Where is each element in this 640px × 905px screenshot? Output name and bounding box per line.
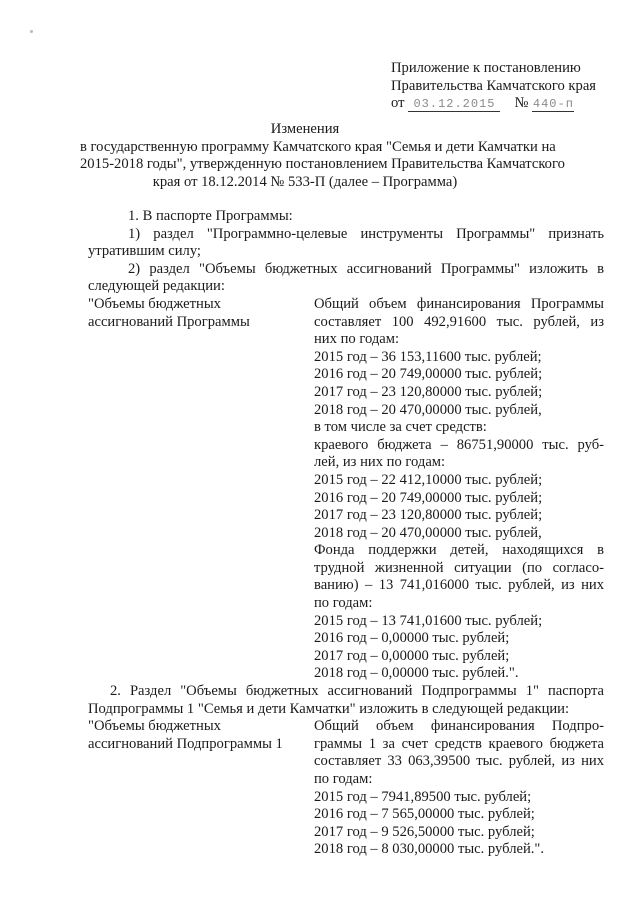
table-value-line: 2018 год – 20 470,00000 тыс. рублей, [314, 401, 542, 418]
table-value-line: 2016 год – 0,00000 тыс. рублей; [314, 630, 510, 647]
document-title [80, 121, 565, 191]
table-value-line: Общий объем финансирования Подпро- [314, 718, 604, 735]
approval-stamp [391, 60, 631, 113]
table-value-line: 2015 год – 36 153,11600 тыс. рублей; [314, 348, 542, 365]
table-value-line: 2017 год – 0,00000 тыс. рублей; [314, 647, 510, 664]
table-value-line: 2017 год – 23 120,80000 тыс. рублей; [314, 383, 543, 400]
table-value-line: Общий объем финансирования Программы [314, 295, 604, 312]
table-value-line: 2016 год – 20 749,00000 тыс. рублей; [314, 366, 543, 383]
table-value-line: по годам: [314, 595, 373, 612]
table-value-line: по годам: [314, 771, 373, 787]
stamp-from-label: от [391, 95, 405, 112]
stamp-line-2: Правительства Камчатского края [391, 77, 597, 94]
table-value-line: краевого бюджета – 86751,90000 тыс. руб- [314, 436, 604, 453]
section-2-line-1: 2. Раздел "Объемы бюджетных ассигнований Подпрограммы 1" паспорта [110, 683, 604, 700]
table-value-line: составляет 100 492,91600 тыс. рублей, из [314, 313, 604, 330]
subprogram-funding-value [314, 718, 604, 859]
table-value-line: в том числе за счет средств: [314, 419, 487, 436]
title-line-3: 2015-2018 годы", утвержденную постановлением Правительства Камчатского [80, 156, 565, 173]
section-1-item-2-line-2: следующей редакции: [88, 278, 225, 295]
table-value-line: трудной жизненной ситуации (по согласо- [314, 559, 604, 576]
table-value-line: 2015 год – 13 741,01600 тыс. рублей; [314, 612, 543, 629]
program-funding-label [88, 296, 314, 683]
title-line-2: в государственную программу Камчатского края "Семья и дети Камчатки на [80, 138, 556, 155]
document-body [88, 208, 604, 859]
section-1-item-1-line-1: 1) раздел "Программно-целевые инструменты Программы" признать [128, 225, 604, 242]
table-value-line: Фонда поддержки детей, находящихся в [314, 542, 604, 559]
title-line-1: Изменения [270, 121, 340, 137]
table-value-line: 2015 год – 22 412,10000 тыс. рублей; [314, 471, 543, 488]
stamp-date-value: 03.12.2015 [408, 96, 500, 112]
stamp-date-line [391, 95, 631, 113]
section-2-line-2: Подпрограммы 1 "Семья и дети Камчатки" изложить в следующей редакции: [88, 700, 570, 717]
table-value-line: 2016 год – 20 749,00000 тыс. рублей; [314, 489, 543, 506]
table-value-line: 2015 год – 7941,89500 тыс. рублей; [314, 788, 532, 805]
subprogram-funding-table [88, 718, 604, 859]
table-value-line: 2018 год – 0,00000 тыс. рублей.". [314, 665, 519, 682]
subprogram-funding-label [88, 718, 314, 859]
section-1-item-1-line-2: утратившим силу; [88, 243, 201, 260]
scan-speck [30, 30, 33, 33]
table-value-line: 2017 год – 23 120,80000 тыс. рублей; [314, 507, 543, 524]
section-1-heading: 1. В паспорте Программы: [128, 208, 293, 224]
section-1-item-2-line-1: 2) раздел "Объемы бюджетных ассигнований Программы" изложить в [128, 260, 604, 277]
table-label-line: ассигнований Подпрограммы 1 [88, 735, 283, 752]
table-value-line: 2018 год – 8 030,00000 тыс. рублей.". [314, 841, 545, 858]
table-value-line: 2017 год – 9 526,50000 тыс. рублей; [314, 823, 535, 840]
stamp-number-label: № [514, 95, 529, 112]
table-value-line: 2018 год – 20 470,00000 тыс. рублей, [314, 524, 542, 541]
table-value-line: лей, из них по годам: [314, 454, 446, 471]
table-value-line: составляет 33 063,39500 тыс. рублей, из них [314, 753, 604, 770]
title-line-4: края от 18.12.2014 № 533-П (далее – Программа) [152, 173, 458, 190]
program-funding-value [314, 296, 604, 683]
table-value-line: ванию) – 13 741,016000 тыс. рублей, из них [314, 577, 604, 594]
table-value-line: них по годам: [314, 331, 400, 348]
table-value-line: граммы 1 за счет средств краевого бюджета [314, 735, 604, 752]
program-funding-table [88, 296, 604, 683]
table-value-line: 2016 год – 7 565,00000 тыс. рублей; [314, 806, 535, 823]
table-label-line: "Объемы бюджетных [88, 718, 221, 735]
stamp-line-1: Приложение к постановлению [391, 60, 581, 76]
stamp-number-value: 440-п [532, 97, 574, 112]
table-label-line: "Объемы бюджетных [88, 295, 221, 312]
table-label-line: ассигнований Программы [88, 313, 250, 330]
